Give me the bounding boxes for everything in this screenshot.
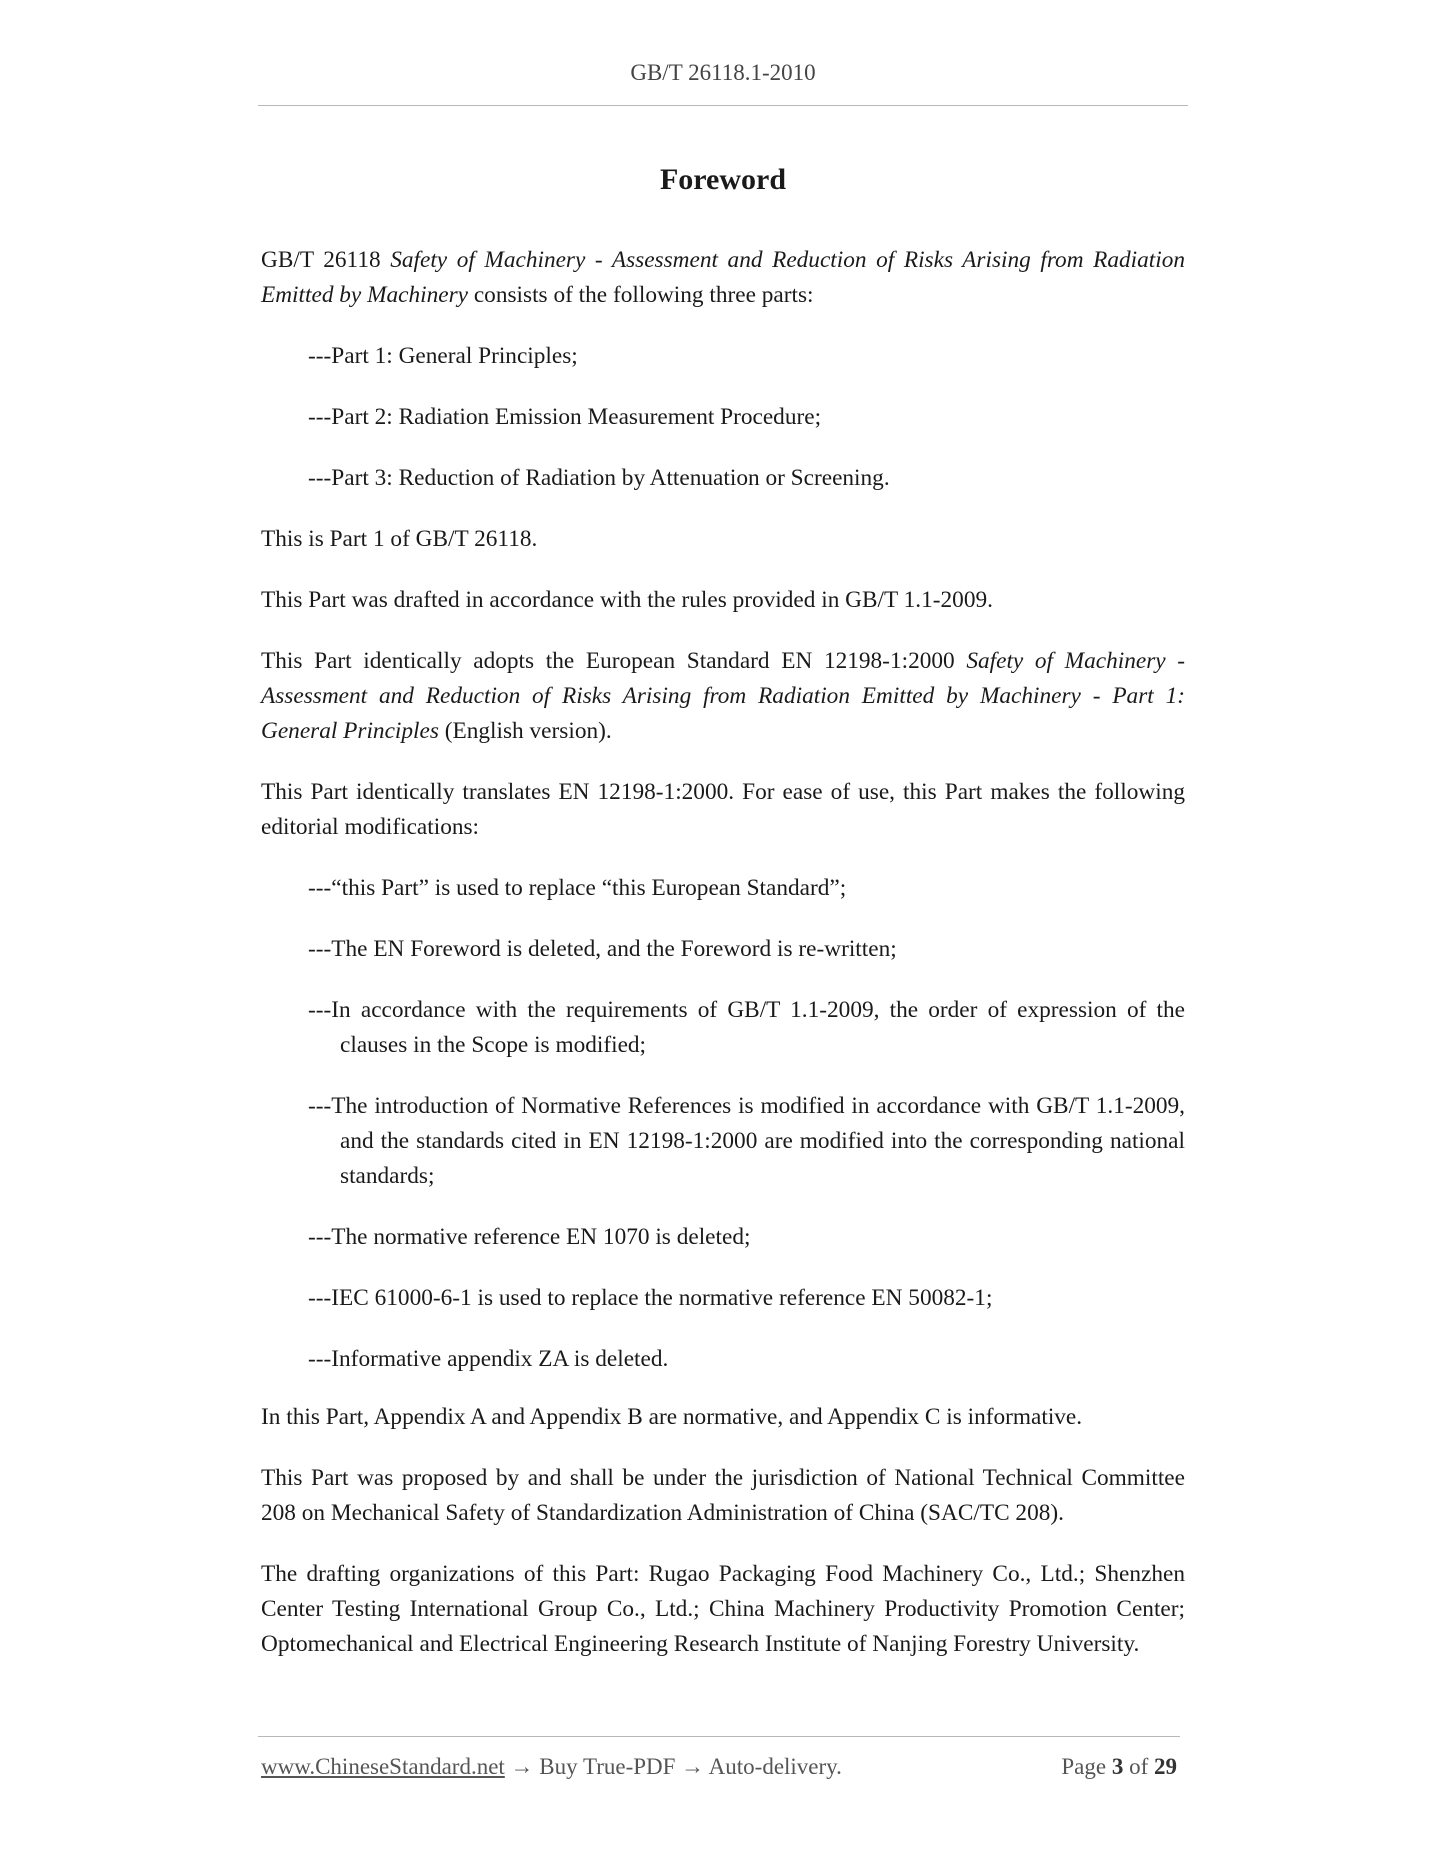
modification-item: ---“this Part” is used to replace “this European Standard”; [308, 875, 847, 901]
adoption-standard-title: Safety of Machinery - Assessment and Reduction of Risks Arising from Radiation Emitted by Machinery - Part 1: General Principles [261, 648, 1186, 744]
adoption-text: This Part identically adopts the European Standard EN 12198-1:2000 [261, 648, 967, 674]
page-title: Foreword [659, 163, 787, 196]
total-pages: 29 [1154, 1754, 1177, 1779]
page-number [1061, 1754, 1177, 1780]
footer-tagline: → Buy True-PDF → Auto-delivery. [504, 1754, 842, 1779]
page-word: Page [1061, 1754, 1112, 1779]
page-footer [261, 1754, 1181, 1780]
modification-item: ---The introduction of Normative References is modified in accordance with GB/T 1.1-2009, and the standards cited in EN 12198-1:2000 are modified into the corresponding national standards; [308, 1093, 1185, 1189]
intro-text-end: consists of the following three parts: [468, 282, 814, 308]
header-divider [258, 105, 1188, 106]
part-item: ---Part 3: Reduction of Radiation by Attenuation or Screening. [308, 465, 890, 491]
modification-item: ---IEC 61000-6-1 is used to replace the normative reference EN 50082-1; [308, 1285, 993, 1311]
website-link[interactable]: www.ChineseStandard.net [261, 1754, 505, 1779]
modification-item: ---In accordance with the requirements of GB/T 1.1-2009, the order of expression of the clauses in the Scope is modified; [308, 997, 1185, 1058]
modification-item: ---Informative appendix ZA is deleted. [308, 1346, 669, 1372]
footer-divider [258, 1736, 1180, 1737]
drafting-organizations-paragraph: The drafting organizations of this Part: Rugao Packaging Food Machinery Co., Ltd.; Shenzhen Center Testing International Group Co., Ltd.; China Machinery Productivity Promotion Center; Optomechanical and Electrical Engineering Research Institute of Nanjing Forestry University. [261, 1561, 1185, 1657]
appendix-paragraph: In this Part, Appendix A and Appendix B are normative, and Appendix C is informative. [261, 1404, 1083, 1430]
intro-paragraph [261, 243, 1185, 313]
adoption-text-end: (English version). [438, 718, 612, 744]
part-statement: This is Part 1 of GB/T 26118. [261, 526, 538, 552]
running-header: GB/T 26118.1-2010 [630, 60, 816, 85]
intro-standard-title: Safety of Machinery - Assessment and Reduction of Risks Arising from Radiation Emitted by Machinery [261, 247, 1185, 308]
proposed-paragraph: This Part was proposed by and shall be under the jurisdiction of National Technical Committee 208 on Mechanical Safety of Standardization Administration of China (SAC/TC 208). [261, 1465, 1185, 1526]
document-body [261, 243, 1185, 1688]
part-item: ---Part 2: Radiation Emission Measurement Procedure; [308, 404, 822, 430]
adoption-paragraph [261, 644, 1185, 749]
drafting-rules-paragraph: This Part was drafted in accordance with the rules provided in GB/T 1.1-2009. [261, 587, 993, 613]
modification-item: ---The normative reference EN 1070 is deleted; [308, 1224, 751, 1250]
intro-text: GB/T 26118 [261, 247, 391, 273]
current-page: 3 [1111, 1754, 1124, 1779]
part-item: ---Part 1: General Principles; [308, 343, 578, 369]
translation-paragraph: This Part identically translates EN 12198-1:2000. For ease of use, this Part makes the following editorial modifications: [261, 779, 1185, 840]
of-word: of [1123, 1754, 1154, 1779]
modification-item: ---The EN Foreword is deleted, and the Foreword is re-written; [308, 936, 897, 962]
